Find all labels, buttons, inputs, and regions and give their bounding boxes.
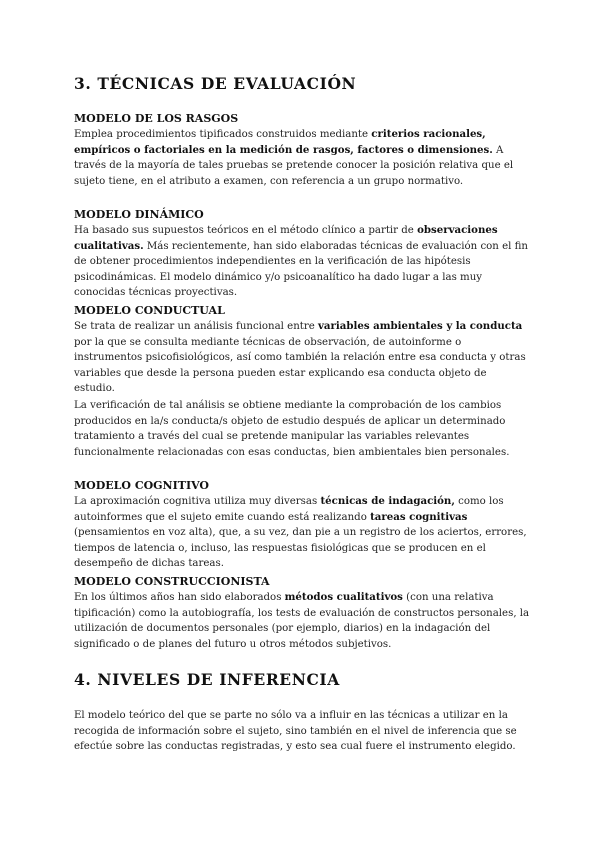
emphasis-text: variables ambientales y la conducta — [318, 320, 523, 332]
modelo-construccionista-heading: MODELO CONSTRUCCIONISTA — [74, 575, 270, 588]
text-run: Se trata de realizar un análisis funcional entre — [74, 321, 318, 332]
emphasis-text: métodos cualitativos — [284, 591, 403, 603]
modelo-dinamico-heading: MODELO DINÁMICO — [74, 208, 204, 221]
emphasis-text: técnicas de indagación, — [320, 495, 455, 507]
modelo-conductual-text — [74, 319, 530, 397]
text-run: (con una relativa tipificación) como la autobiografía, los tests de evaluación de constructos personales, la utilización de documentos personales (por ejemplo, diarios) en la indagación del significado o de planes del futuro u otros métodos subjetivos. — [74, 592, 530, 650]
modelo-cognitivo-text — [74, 494, 530, 572]
section-4-title: 4. NIVELES DE INFERENCIA — [74, 670, 340, 689]
text-run: La aproximación cognitiva utiliza muy diversas — [74, 496, 321, 507]
text-run: En los últimos años han sido elaborados — [74, 592, 285, 603]
modelo-construccionista-text — [74, 590, 530, 652]
text-run: Emplea procedimientos tipificados construidos mediante — [74, 129, 372, 140]
niveles-inferencia-text: El modelo teórico del que se parte no sólo va a influir en las técnicas a utilizar en la recogida de información sobre el sujeto, sino también en el nivel de inferencia que se efectúe sobre las conductas registradas, y esto sea cual fuere el instrumento elegido. — [74, 710, 517, 753]
text-run: Más recientemente, han sido elaboradas técnicas de evaluación con el fin de obtener procedimientos independientes en la verificación de las hipótesis psicodinámicas. El modelo dinámico y/o psicoanalítico ha dado lugar a las muy conocidas técnicas proyectivas. — [74, 240, 528, 299]
text-run: por la que se consulta mediante técnicas de observación, de autoinforme o instrumentos psicofisiológicos, así como también la relación entre esa conducta y otras variables que desde la persona pueden estar explicando esa conducta objeto de estudio. — [74, 336, 526, 395]
section-3-title: 3. TÉCNICAS DE EVALUACIÓN — [74, 74, 357, 93]
text-run: A través de la mayoría de tales pruebas se pretende conocer la posición relativa que el sujeto tiene, en el atributo a examen, con referencia a un grupo normativo. — [74, 144, 514, 187]
modelo-conductual-heading: MODELO CONDUCTUAL — [74, 304, 225, 317]
modelo-conductual-text-2: La verificación de tal análisis se obtiene mediante la comprobación de los cambios producidos en la/s conducta/s objeto de estudio después de aplicar un determinado tratamiento a través del cual se pretende manipular las variables relevantes funcionalmente relacionadas con esas conductas, bien ambientales bien personales. — [74, 400, 510, 458]
text-run: Ha basado sus supuestos teóricos en el método clínico a partir de — [74, 225, 418, 236]
modelo-rasgos-heading: MODELO DE LOS RASGOS — [74, 112, 239, 125]
emphasis-text: observaciones cualitativas. — [74, 224, 498, 252]
modelo-dinamico-text — [74, 223, 530, 301]
emphasis-text: tareas cognitivas — [370, 510, 468, 523]
text-run: (pensamientos en voz alta), que, a su vez, dan pie a un registro de los aciertos, errores, tiempos de latencia o, incluso, las respuestas fisiológicas que se producen en el desempeño de dichas tareas. — [74, 527, 527, 570]
modelo-rasgos-text — [74, 127, 530, 189]
text-run: como los autoinformes que el sujeto emite cuando está realizando — [74, 496, 504, 523]
modelo-cognitivo-heading: MODELO COGNITIVO — [74, 479, 210, 492]
emphasis-text: criterios racionales, empíricos o factoriales en la medición de rasgos, factores o dimensiones. — [74, 128, 493, 156]
